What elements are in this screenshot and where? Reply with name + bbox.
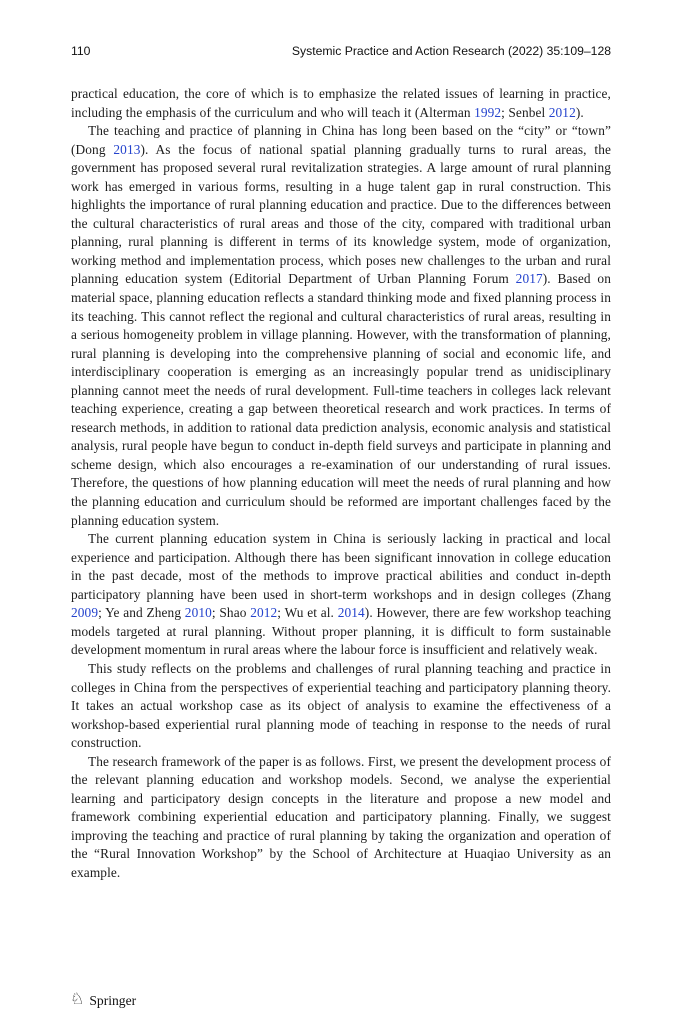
page-header xyxy=(71,44,611,58)
springer-logo-icon: ♘ xyxy=(70,991,85,1008)
publisher-name: Springer xyxy=(89,993,137,1008)
journal-title: Systemic Practice and Action Research (2022) 35:109–128 xyxy=(291,44,611,58)
paragraph: practical education, the core of which is to emphasize the related issues of learning in practice, including the emphasis of the curriculum and who will teach it (Alterman 1992; Senbel 2012). xyxy=(71,86,611,120)
paragraph: The current planning education system in China is seriously lacking in practical and local experience and participation. Although there has been significant innovation in college education in the past decade, most of the methods to improve practical abilities and conduct in-depth participatory planning have been used in short-term workshops and in design colleges (Zhang 2009; Ye and Zheng 2010; Shao 2012; Wu et al. 2014). However, there are few workshop teaching models targeted at rural planning. Without proper planning, it is difficult to form sustainable development momentum in rural areas where the labour force is insufficient and relatively weak. xyxy=(71,531,611,658)
citation-link[interactable]: 2013 xyxy=(113,141,141,157)
citation-link[interactable]: 2009 xyxy=(71,605,99,621)
citation-link[interactable]: 2017 xyxy=(515,271,543,287)
citation-link[interactable]: 2012 xyxy=(548,104,576,120)
page-footer xyxy=(70,993,136,1009)
paragraph: This study reflects on the problems and challenges of rural planning teaching and practice in colleges in China from the perspectives of experiential teaching and participatory planning theory. It takes an actual workshop case as its object of analysis to examine the effectiveness of a workshop-based experiential rural planning mode of teaching in response to the needs of rural construction. xyxy=(71,660,611,751)
citation-link[interactable]: 2012 xyxy=(250,605,278,621)
paragraph: The teaching and practice of planning in China has long been based on the “city” or “town” (Dong 2013). As the focus of national spatial planning gradually turns to rural areas, the government has proposed several rural revitalization strategies. A large amount of rural planning work has emerged in various forms, resulting in a huge talent gap in rural construction. This highlights the importance of rural planning education and practice. Due to the differences between the cultural characteristics of rural areas and those of the city, compared with traditional urban planning, rural planning is different in terms of its knowledge system, mode of organization, working method and implementation process, which poses new challenges to the urban and rural planning education system (Editorial Department of Urban Planning Forum 2017). Based on material space, planning education reflects a standard thinking mode and fixed planning process in its teaching. This cannot reflect the regional and cultural characteristics of rural areas, resulting in a serious homogeneity problem in village planning. However, with the transformation of planning, rural planning is developing into the comprehensive planning of social and economic life, and interdisciplinary cooperation is emerging as an increasingly popular trend as unidisciplinary planning cannot meet the needs of rural development. Full-time teachers in colleges lack relevant teaching experience, creating a gap between theoretical research and work practices. In terms of research methods, in addition to rational data prediction analysis, economic analysis and statistical analysis, rural people have begun to conduct in-depth field surveys and participate in planning and scheme design, which also encourages a re-examination of our understanding of rural issues. Therefore, the questions of how planning education will meet the needs of rural planning and how the planning education and curriculum should be reformed are important challenges faced by the planning education system. xyxy=(71,123,611,528)
article-body xyxy=(71,85,611,883)
paragraph: The research framework of the paper is as follows. First, we present the development process of the relevant planning education and workshop models. Second, we analyse the experiential learning and participatory design concepts in the literature and propose a new model and framework combining experiential education and participatory planning. Finally, we suggest improving the teaching and practice of rural planning by taking the organization and operation of the “Rural Innovation Workshop” by the School of Architecture at Huaqiao University as an example. xyxy=(71,753,611,880)
citation-link[interactable]: 1992 xyxy=(474,104,502,120)
page-number: 110 xyxy=(71,44,91,58)
citation-link[interactable]: 2014 xyxy=(337,605,365,621)
citation-link[interactable]: 2010 xyxy=(184,605,212,621)
